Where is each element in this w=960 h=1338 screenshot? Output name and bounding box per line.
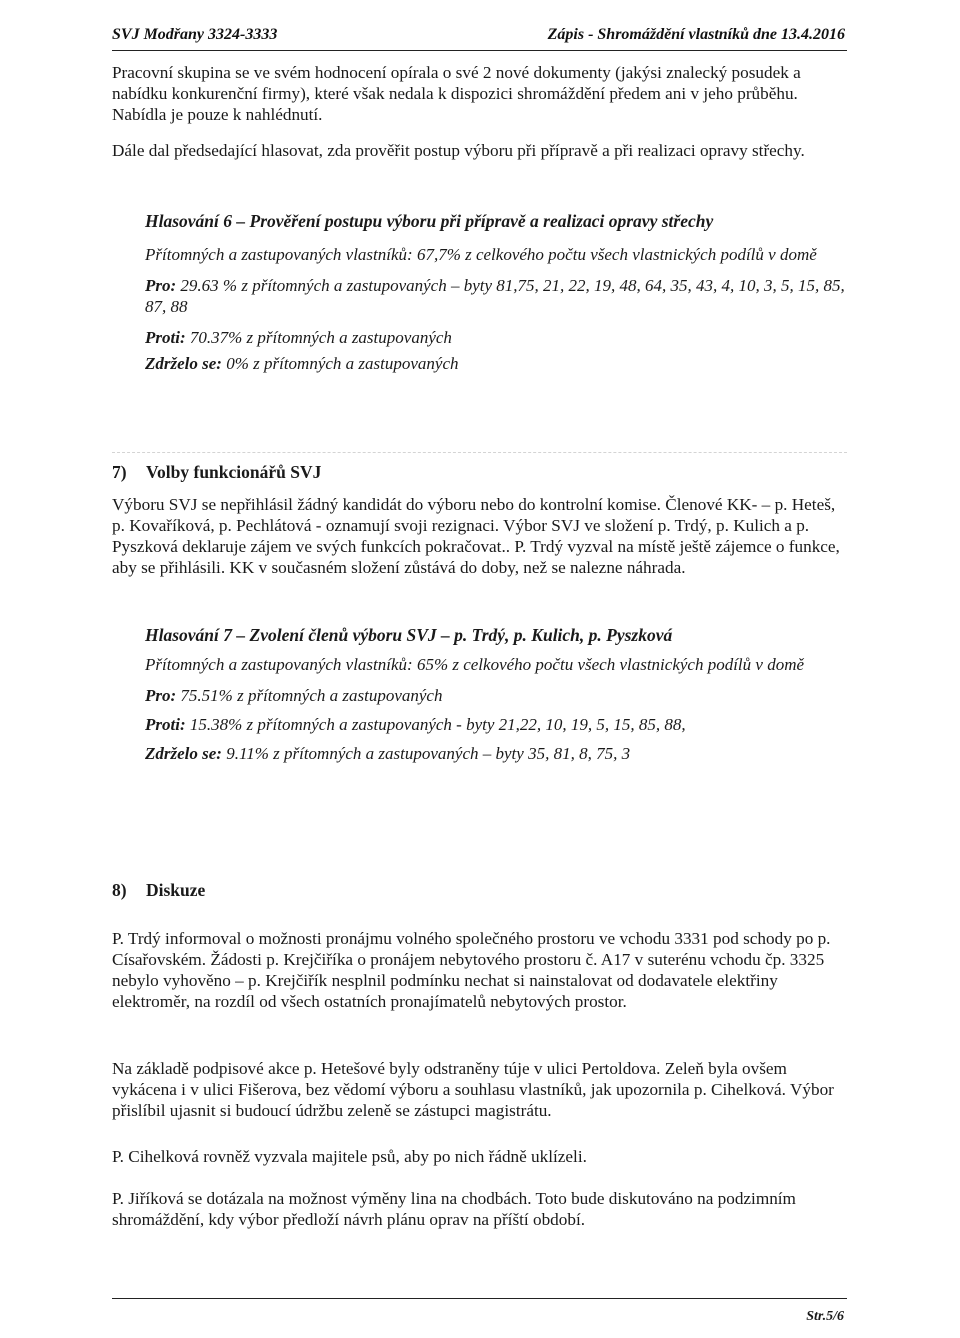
vote-6-pro-value: 29.63 % z přítomných a zastupovaných – byty 81,75, 21, 22, 19, 48, 64, 35, 43, 4, 10, 3, 5, 15, 85, 87, 88 [145,276,845,316]
section-8-paragraph-1: P. Trdý informoval o možnosti pronájmu volného společného prostoru ve vchodu 3331 pod schody po p. Císařovském. Žádosti p. Krejčiříka o pronájem nebytového prostoru č. A17 v suterénu vchodu čp. 3325 nebylo vyhověno – p. Krejčiřík nesplnil podmínku nechat si nainstalovat od dodavatele elektřiny elektroměr, na rozdíl od všech ostatních pronajímatelů nebytových prostor. [112,929,831,1011]
vote-6-against-label: Proti: [145,328,186,347]
vote-6-block [145,210,850,374]
footer-rule [112,1298,847,1299]
vote-7-abstain [145,743,850,764]
vote-7-abstain-value: 9.11% z přítomných a zastupovaných – byty 35, 81, 8, 75, 3 [226,744,631,763]
section-7-paragraph: Výboru SVJ se nepřihlásil žádný kandidát do výboru nebo do kontrolní komise. Členové KK- – p. Heteš, p. Kovaříková, p. Pechlátová - oznamují svoji rezignaci. Výbor SVJ ve složení p. Trdý, p. Kulich a p. Pyszková deklaruje zájem ve svých funkcích pokračovat.. P. Trdý vyzval na místě ještě zájemce o funkce, aby se přihlásili. KK v současném složení zůstává do doby, než se nalezne náhrada. [112,495,840,577]
vote-7-block [145,624,850,764]
vote-6-title: Hlasování 6 – Prověření postupu výboru při přípravě a realizaci opravy střechy [145,211,714,231]
section-8-number: 8) [112,880,127,900]
header-minutes-title: Zápis - Shromáždění vlastníků dne 13.4.2016 [547,26,845,43]
section-7-title: Volby funkcionářů SVJ [146,462,322,482]
vote-6-abstain-label: Zdrželo se: [145,354,222,373]
vote-7-pro-value: 75.51% z přítomných a zastupovaných [180,686,443,705]
vote-7-against-label: Proti: [145,715,186,734]
vote-6-against-value: 70.37% z přítomných a zastupovaných [189,328,452,347]
vote-7-pro-label: Pro: [145,686,177,705]
section-8-paragraph-4: P. Jiříková se dotázala na možnost výměny lina na chodbách. Toto bude diskutováno na podzimním shromáždění, kdy výbor předloží návrh plánu oprav na příští období. [112,1189,796,1229]
vote-6-against [145,327,850,348]
vote-7-abstain-label: Zdrželo se: [145,744,222,763]
vote-7-present: Přítomných a zastupovaných vlastníků: 65% z celkového počtu všech vlastnických podílů v domě [145,655,805,674]
section-7-number: 7) [112,462,127,482]
section-8-heading [112,880,205,901]
section-8-paragraph-2: Na základě podpisové akce p. Hetešové byly odstraněny túje v ulici Pertoldova. Zeleň byla ovšem vykácena i v ulici Fišerova, bez vědomí výboru a souhlasu vlastníků, jak upozornila p. Cihelková. Výbor přislíbil ujasnit si budoucí údržbu zeleně se zástupci magistrátu. [112,1059,834,1120]
vote-7-title: Hlasování 7 – Zvolení členů výboru SVJ – p. Trdý, p. Kulich, p. Pyszková [145,625,673,645]
vote-6-present: Přítomných a zastupovaných vlastníků: 67,7% z celkového počtu všech vlastnických podílů v domě [145,245,817,264]
vote-6-pro-label: Pro: [145,276,177,295]
vote-6-abstain-value: 0% z přítomných a zastupovaných [226,354,459,373]
header-rule [112,50,847,51]
intro-paragraph-1: Pracovní skupina se ve svém hodnocení opírala o své 2 nové dokumenty (jakýsi znalecký posudek a nabídku konkurenční firmy), které však nedala k dispozici shromáždění předem ani v jeho průběhu. Nabídla je pouze k nahlédnutí. [112,63,801,124]
section-7-heading [112,462,321,483]
page-number: Str.5/6 [806,1309,844,1324]
section-8-title: Diskuze [146,880,206,900]
header-organization: SVJ Modřany 3324-3333 [112,26,278,43]
vote-6-pro [145,275,850,317]
vote-7-against-value: 15.38% z přítomných a zastupovaných - byty 21,22, 10, 19, 5, 15, 85, 88, [189,715,686,734]
section-8-paragraph-3: P. Cihelková rovněž vyzvala majitele psů, aby po nich řádně uklízeli. [112,1147,587,1166]
intro-paragraph-2: Dále dal předsedající hlasovat, zda prověřit postup výboru při přípravě a při realizaci opravy střechy. [112,141,805,160]
vote-7-pro [145,685,850,706]
vote-6-abstain [145,353,850,374]
vote-7-against [145,714,850,735]
separator-line [112,452,847,453]
